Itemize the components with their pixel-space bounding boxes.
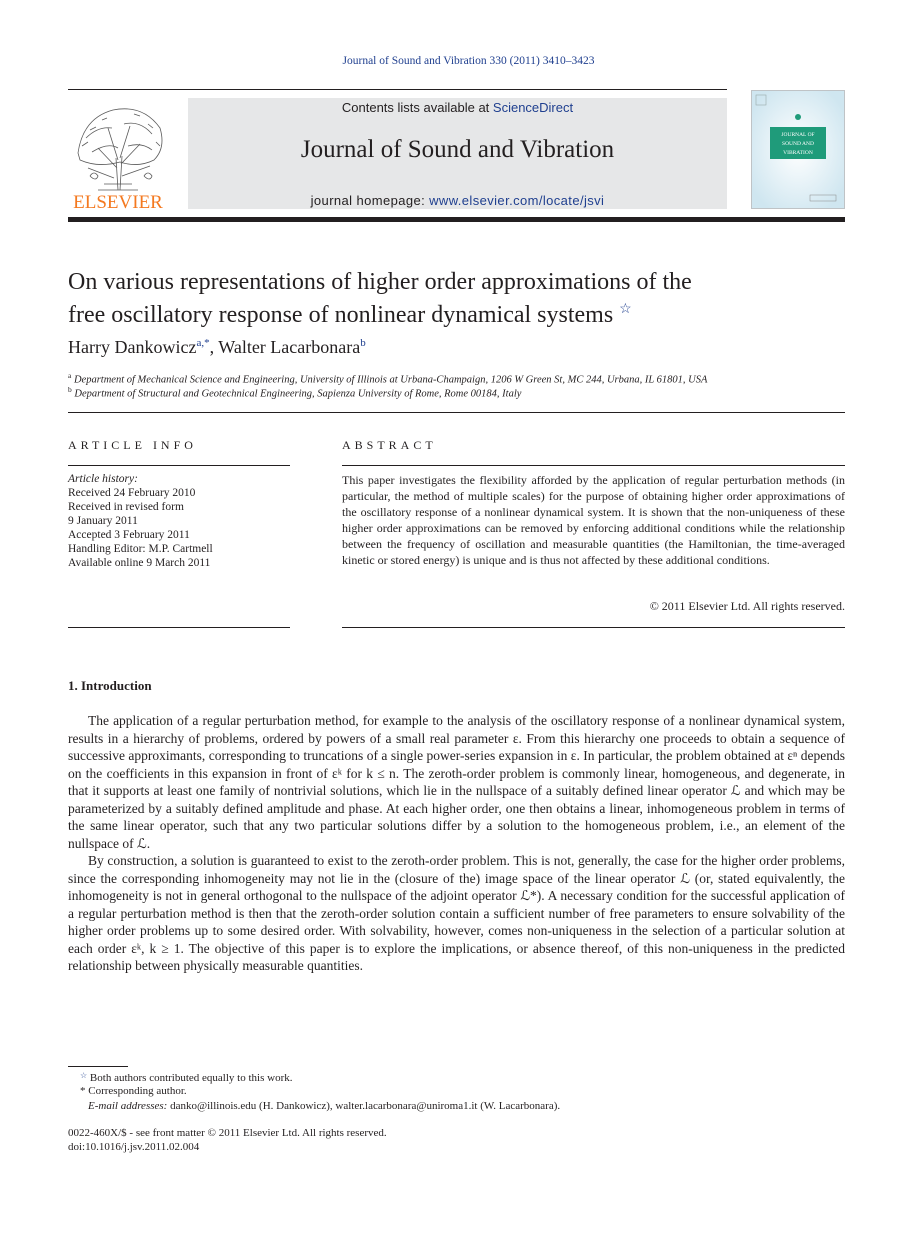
article-info-heading: ARTICLE INFO bbox=[68, 438, 197, 452]
abstract-top-rule bbox=[342, 465, 845, 466]
cover-line-3: VIBRATION bbox=[783, 150, 813, 156]
history-online: Available online 9 March 2011 bbox=[68, 557, 211, 569]
section-heading-introduction: 1. Introduction bbox=[68, 678, 152, 693]
journal-cover[interactable] bbox=[751, 90, 845, 209]
history-label: Article history: bbox=[68, 473, 138, 485]
elsevier-logo bbox=[68, 98, 168, 210]
journal-title: Journal of Sound and Vibration bbox=[300, 136, 615, 163]
footnote-corresponding bbox=[80, 1085, 187, 1097]
article-title bbox=[68, 268, 838, 329]
abstract-copyright: © 2011 Elsevier Ltd. All rights reserved. bbox=[649, 599, 845, 613]
homepage-line bbox=[188, 193, 727, 208]
cover-image bbox=[752, 91, 844, 208]
header-top-rule bbox=[68, 89, 727, 90]
journal-reference[interactable]: Journal of Sound and Vibration 330 (2011) 3410–3423 bbox=[342, 55, 595, 67]
footnote-corr-mark: * bbox=[80, 1085, 86, 1097]
author1-affil-mark[interactable]: a, bbox=[196, 337, 205, 349]
author-separator: , bbox=[209, 337, 219, 357]
email-text[interactable]: danko@illinois.edu (H. Dankowicz), walter.lacarbonara@uniroma1.it (W. Lacarbonara). bbox=[167, 1100, 561, 1112]
homepage-link[interactable]: www.elsevier.com/locate/jsvi bbox=[429, 193, 605, 208]
history-received: Received 24 February 2010 bbox=[68, 487, 196, 499]
footnote-corr-text: Corresponding author. bbox=[85, 1085, 187, 1097]
cover-line-1: JOURNAL OF bbox=[781, 132, 815, 138]
article-info-bottom-rule bbox=[68, 627, 290, 628]
history-accepted: Accepted 3 February 2011 bbox=[68, 529, 190, 541]
homepage-prefix: journal homepage: bbox=[310, 193, 430, 208]
doi-line[interactable]: doi:10.1016/j.jsv.2011.02.004 bbox=[68, 1141, 200, 1153]
history-editor: Handling Editor: M.P. Cartmell bbox=[68, 543, 213, 555]
article-history bbox=[68, 472, 290, 570]
affil-b-text: Department of Structural and Geotechnical Engineering, Sapienza University of Rome, Rome 00184, Italy bbox=[74, 388, 522, 400]
tree-icon bbox=[68, 98, 168, 210]
footnote-emails bbox=[88, 1100, 560, 1112]
footnote-star-text: Both authors contributed equally to this work. bbox=[87, 1072, 293, 1084]
cover-line-2: SOUND AND bbox=[782, 141, 814, 147]
affiliation-b bbox=[68, 385, 521, 400]
footnote-equal-contribution bbox=[80, 1071, 292, 1084]
affiliation-a bbox=[68, 371, 707, 386]
author-lacarbonara[interactable]: Walter Lacarbonara bbox=[218, 337, 361, 357]
title-line-2: free oscillatory response of nonlinear dynamical systems bbox=[68, 302, 614, 328]
author1-corr-mark[interactable]: * bbox=[204, 337, 210, 349]
affil-b-mark: b bbox=[68, 385, 72, 394]
intro-paragraph-2: By construction, a solution is guaranteed to exist to the zeroth-order problem. This is not, generally, the case for the higher order problems, since the corresponding inhomogeneity may not lie in the (closure of the) image space of the linear operator ℒ (or, stated equivalently, the inhomogeneity is not in general orthogonal to the nullspace of the adjoint operator ℒ*). A necessary condition for the successful application of a regular perturbation method is then that the zeroth-order solution contain a sufficient number of free parameters to ensure solvability of the higher order problems up to some desired order. With solvability, however, comes non-uniqueness in the selection of a particular solution at each order εᵏ, k ≥ 1. The objective of this paper is to explore the implications, or absence thereof, of this non-uniqueness in the predicted relationship between physically measurable quantities. bbox=[68, 853, 845, 973]
affil-a-mark: a bbox=[68, 371, 72, 380]
author2-affil-mark[interactable]: b bbox=[360, 337, 366, 349]
author-dankowicz[interactable]: Harry Dankowicz bbox=[68, 337, 197, 357]
sciencedirect-link[interactable]: ScienceDirect bbox=[492, 100, 574, 115]
affil-a-text: Department of Mechanical Science and Engineering, University of Illinois at Urbana-Champaign, 1206 W Green St, MC 244, Urbana, IL 61801, USA bbox=[73, 374, 708, 386]
svg-text:ELSEVIER: ELSEVIER bbox=[73, 192, 163, 210]
affiliation-rule bbox=[68, 412, 845, 413]
issn-line: 0022-460X/$ - see front matter © 2011 Elsevier Ltd. All rights reserved. bbox=[68, 1127, 387, 1139]
footnote-star-mark: ☆ bbox=[80, 1071, 88, 1080]
header-thick-rule bbox=[68, 217, 845, 222]
history-revised-date: 9 January 2011 bbox=[68, 515, 138, 527]
title-line-1: On various representations of higher order approximations of the bbox=[68, 269, 692, 295]
abstract-text: This paper investigates the flexibility afforded by the application of regular perturbation methods (in particular, the method of multiple scales) for the purpose of obtaining higher order approximations of the oscillatory response of a nonlinear dynamical system. It is shown that the non-uniqueness of these higher order approximations can be removed by enforcing additional conditions while the relationship between the frequency of oscillation and measurable quantities (the Hamiltonian, the time-averaged kinetic or stored energy) is unique and is thus not affected by these additional conditions. bbox=[342, 473, 845, 567]
footnote-rule bbox=[68, 1066, 128, 1067]
introduction-body bbox=[68, 712, 845, 975]
author-list bbox=[68, 337, 366, 358]
contents-prefix: Contents lists available at bbox=[341, 100, 493, 115]
contents-line bbox=[188, 100, 727, 115]
email-label: E-mail addresses: bbox=[88, 1100, 168, 1112]
journal-header-box bbox=[188, 98, 727, 209]
title-footnote-mark[interactable]: ☆ bbox=[619, 302, 632, 317]
abstract-bottom-rule bbox=[342, 627, 845, 628]
intro-paragraph-1: The application of a regular perturbation method, for example to the analysis of the oscillatory response of a nonlinear dynamical system, results in a hierarchy of problems, ordered by powers of a small real parameter ε. From this hierarchy one proceeds to obtain a sequence of successive approximants, corresponding to truncations of a single power-series expansion in ε. In particular, the problem obtained at εⁿ depends on the coefficients in this expansion in front of εᵏ for k ≤ n. The zeroth-order problem is commonly linear, homogeneous, and degenerate, in that it supports at least one family of nontrivial solutions, which lie in the nullspace of a suitably defined linear operator ℒ and which may be parameterized by a suitably defined amplitude and phase. At each higher order, one then obtains a linear, inhomogeneous problem in terms of the same linear operator, such that any two particular solutions differ by a solution to the homogeneous problem, i.e., an element of the nullspace of ℒ. bbox=[68, 713, 845, 851]
abstract-heading: ABSTRACT bbox=[342, 438, 437, 452]
article-info-top-rule bbox=[68, 465, 290, 466]
history-revised-label: Received in revised form bbox=[68, 501, 184, 513]
